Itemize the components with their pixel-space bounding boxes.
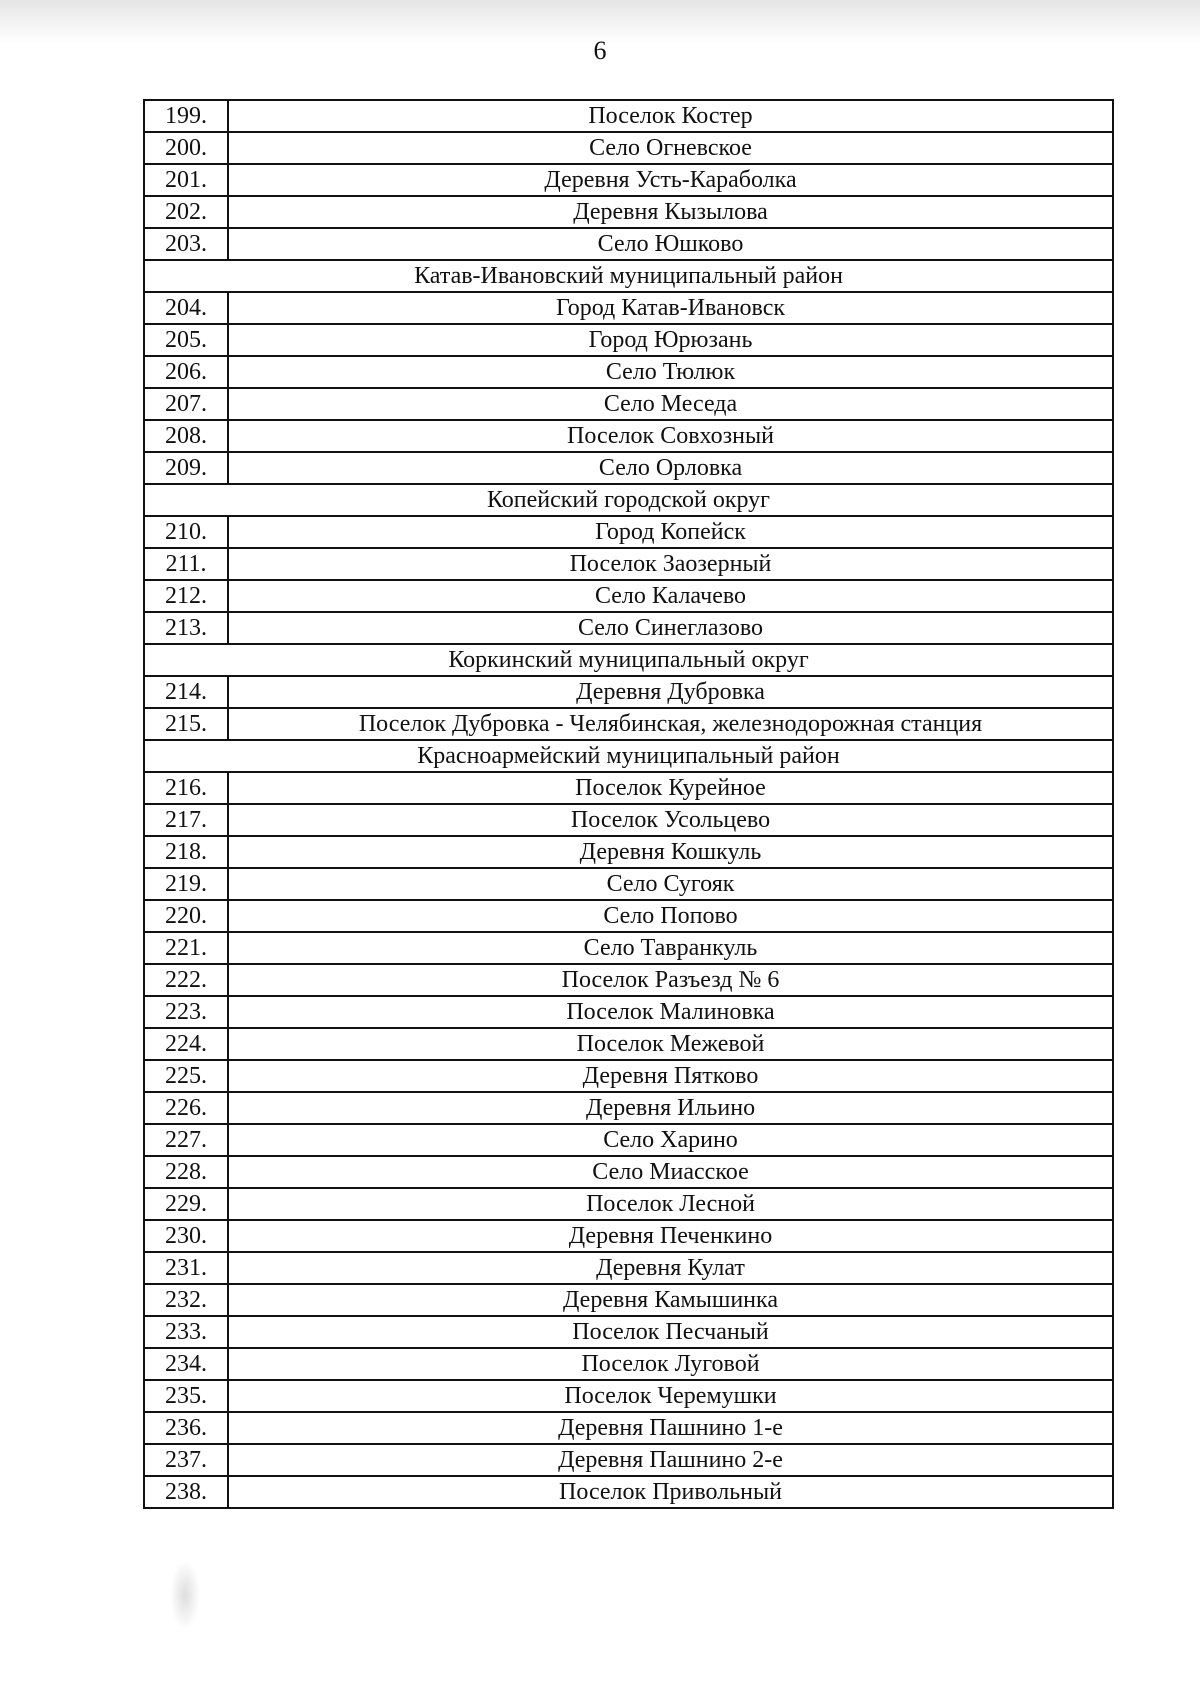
row-number: 216. xyxy=(144,772,228,804)
section-header-row xyxy=(144,644,1113,676)
row-number: 233. xyxy=(144,1316,228,1348)
settlement-name: Село Попово xyxy=(228,900,1113,932)
settlement-name: Поселок Совхозный xyxy=(228,420,1113,452)
settlement-name: Деревня Кулат xyxy=(228,1252,1113,1284)
settlement-name: Село Сугояк xyxy=(228,868,1113,900)
settlement-name: Поселок Межевой xyxy=(228,1028,1113,1060)
row-number: 234. xyxy=(144,1348,228,1380)
settlement-name: Поселок Луговой xyxy=(228,1348,1113,1380)
table-row xyxy=(144,1252,1113,1284)
section-header-row xyxy=(144,740,1113,772)
settlement-name: Село Юшково xyxy=(228,228,1113,260)
table-row xyxy=(144,420,1113,452)
row-number: 209. xyxy=(144,452,228,484)
settlements-table xyxy=(143,99,1114,1509)
table-row xyxy=(144,964,1113,996)
row-number: 200. xyxy=(144,132,228,164)
row-number: 218. xyxy=(144,836,228,868)
table-row xyxy=(144,1444,1113,1476)
settlement-name: Город Катав-Ивановск xyxy=(228,292,1113,324)
settlement-name: Деревня Пашнино 2-е xyxy=(228,1444,1113,1476)
settlement-name: Деревня Кызылова xyxy=(228,196,1113,228)
row-number: 204. xyxy=(144,292,228,324)
row-number: 220. xyxy=(144,900,228,932)
row-number: 230. xyxy=(144,1220,228,1252)
settlement-name: Село Калачево xyxy=(228,580,1113,612)
settlement-name: Поселок Разъезд № 6 xyxy=(228,964,1113,996)
settlement-name: Село Тавранкуль xyxy=(228,932,1113,964)
settlement-name: Поселок Малиновка xyxy=(228,996,1113,1028)
table-row xyxy=(144,836,1113,868)
row-number: 229. xyxy=(144,1188,228,1220)
table-row xyxy=(144,196,1113,228)
settlement-name: Поселок Лесной xyxy=(228,1188,1113,1220)
table-row xyxy=(144,164,1113,196)
settlement-name: Поселок Костер xyxy=(228,100,1113,132)
settlement-name: Поселок Заозерный xyxy=(228,548,1113,580)
row-number: 210. xyxy=(144,516,228,548)
settlement-name: Деревня Ильино xyxy=(228,1092,1113,1124)
settlement-name: Поселок Черемушки xyxy=(228,1380,1113,1412)
table-row xyxy=(144,132,1113,164)
row-number: 231. xyxy=(144,1252,228,1284)
row-number: 225. xyxy=(144,1060,228,1092)
table-row xyxy=(144,1060,1113,1092)
table-row xyxy=(144,548,1113,580)
table-row xyxy=(144,1156,1113,1188)
settlement-name: Деревня Усть-Караболка xyxy=(228,164,1113,196)
row-number: 237. xyxy=(144,1444,228,1476)
row-number: 214. xyxy=(144,676,228,708)
table-row xyxy=(144,580,1113,612)
settlement-name: Поселок Привольный xyxy=(228,1476,1113,1508)
settlement-name: Село Миасское xyxy=(228,1156,1113,1188)
table-row xyxy=(144,324,1113,356)
table-row xyxy=(144,900,1113,932)
settlement-name: Село Огневское xyxy=(228,132,1113,164)
settlement-name: Город Копейск xyxy=(228,516,1113,548)
table-row xyxy=(144,100,1113,132)
table-row xyxy=(144,1220,1113,1252)
table-row xyxy=(144,804,1113,836)
table-row xyxy=(144,1188,1113,1220)
section-title: Коркинский муниципальный округ xyxy=(144,644,1113,676)
page-number: 6 xyxy=(593,36,607,65)
table-row xyxy=(144,868,1113,900)
table-row xyxy=(144,228,1113,260)
table-row xyxy=(144,1092,1113,1124)
section-header-row xyxy=(144,484,1113,516)
section-title: Копейский городской округ xyxy=(144,484,1113,516)
row-number: 207. xyxy=(144,388,228,420)
row-number: 203. xyxy=(144,228,228,260)
settlement-name: Деревня Пашнино 1-е xyxy=(228,1412,1113,1444)
table-row xyxy=(144,708,1113,740)
table-row xyxy=(144,1124,1113,1156)
row-number: 202. xyxy=(144,196,228,228)
table-body xyxy=(144,100,1113,1508)
settlement-name: Деревня Кошкуль xyxy=(228,836,1113,868)
row-number: 212. xyxy=(144,580,228,612)
table-row xyxy=(144,1284,1113,1316)
table-row xyxy=(144,1380,1113,1412)
row-number: 226. xyxy=(144,1092,228,1124)
row-number: 227. xyxy=(144,1124,228,1156)
row-number: 224. xyxy=(144,1028,228,1060)
row-number: 235. xyxy=(144,1380,228,1412)
settlement-name: Поселок Дубровка - Челябинская, железнодорожная станция xyxy=(228,708,1113,740)
table-row xyxy=(144,1348,1113,1380)
row-number: 219. xyxy=(144,868,228,900)
row-number: 236. xyxy=(144,1412,228,1444)
row-number: 228. xyxy=(144,1156,228,1188)
row-number: 222. xyxy=(144,964,228,996)
table-row xyxy=(144,1316,1113,1348)
table-row xyxy=(144,932,1113,964)
row-number: 217. xyxy=(144,804,228,836)
settlement-name: Село Орловка xyxy=(228,452,1113,484)
table-row xyxy=(144,676,1113,708)
section-title: Красноармейский муниципальный район xyxy=(144,740,1113,772)
table-row xyxy=(144,612,1113,644)
settlement-name: Деревня Печенкино xyxy=(228,1220,1113,1252)
table-row xyxy=(144,292,1113,324)
table-row xyxy=(144,516,1113,548)
row-number: 206. xyxy=(144,356,228,388)
settlement-name: Деревня Камышинка xyxy=(228,1284,1113,1316)
settlement-name: Деревня Дубровка xyxy=(228,676,1113,708)
settlement-name: Село Харино xyxy=(228,1124,1113,1156)
row-number: 213. xyxy=(144,612,228,644)
row-number: 223. xyxy=(144,996,228,1028)
row-number: 238. xyxy=(144,1476,228,1508)
row-number: 199. xyxy=(144,100,228,132)
settlement-name: Село Тюлюк xyxy=(228,356,1113,388)
table-row xyxy=(144,1028,1113,1060)
table-row xyxy=(144,996,1113,1028)
row-number: 232. xyxy=(144,1284,228,1316)
settlement-name: Деревня Пятково xyxy=(228,1060,1113,1092)
row-number: 205. xyxy=(144,324,228,356)
table-row xyxy=(144,772,1113,804)
settlement-name: Поселок Курейное xyxy=(228,772,1113,804)
table-row xyxy=(144,452,1113,484)
table-row xyxy=(144,1476,1113,1508)
row-number: 208. xyxy=(144,420,228,452)
section-header-row xyxy=(144,260,1113,292)
row-number: 211. xyxy=(144,548,228,580)
settlement-name: Поселок Песчаный xyxy=(228,1316,1113,1348)
settlement-name: Село Меседа xyxy=(228,388,1113,420)
settlement-name: Поселок Усольцево xyxy=(228,804,1113,836)
settlement-name: Город Юрюзань xyxy=(228,324,1113,356)
scan-smudge xyxy=(170,1560,200,1630)
table-row xyxy=(144,1412,1113,1444)
table-row xyxy=(144,388,1113,420)
row-number: 215. xyxy=(144,708,228,740)
row-number: 201. xyxy=(144,164,228,196)
settlement-name: Село Синеглазово xyxy=(228,612,1113,644)
section-title: Катав-Ивановский муниципальный район xyxy=(144,260,1113,292)
row-number: 221. xyxy=(144,932,228,964)
table-row xyxy=(144,356,1113,388)
